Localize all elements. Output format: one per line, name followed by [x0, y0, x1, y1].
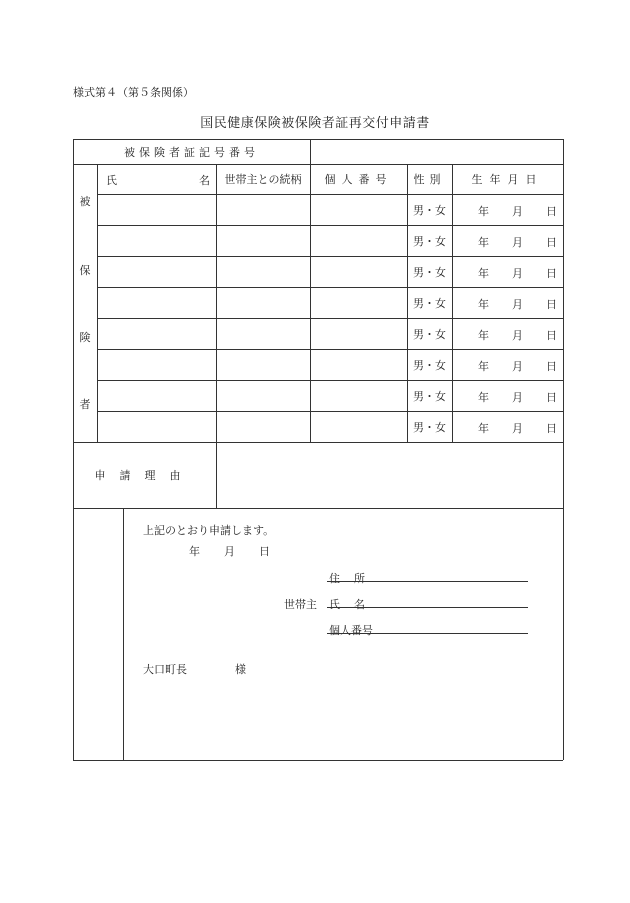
header-sex: 性別	[413, 173, 446, 186]
header-birth-date: 生年月日	[471, 173, 544, 186]
page-title: 国民健康保険被保険者証再交付申請書	[200, 116, 430, 131]
name-field[interactable]	[98, 257, 216, 287]
birth-year: 年	[478, 422, 489, 435]
relation-field[interactable]	[217, 319, 310, 349]
sex-field[interactable]: 男・女	[413, 420, 446, 434]
name-field[interactable]	[98, 195, 216, 225]
name-field[interactable]	[98, 288, 216, 318]
application-reason-label: 申請理由	[94, 469, 195, 482]
birth-year: 年	[478, 267, 489, 280]
relation-field[interactable]	[217, 412, 310, 442]
addressee-honorific: 様	[235, 663, 246, 676]
date-month: 月	[224, 545, 235, 558]
birth-month: 月	[512, 205, 523, 218]
birth-day: 日	[546, 391, 557, 404]
sex-field[interactable]: 男・女	[413, 296, 446, 310]
name-field[interactable]	[98, 412, 216, 442]
birth-month: 月	[512, 329, 523, 342]
name-field[interactable]	[98, 319, 216, 349]
birth-day: 日	[546, 205, 557, 218]
relation-field[interactable]	[217, 226, 310, 256]
date-day: 日	[259, 545, 270, 558]
relation-field[interactable]	[217, 195, 310, 225]
sex-field[interactable]: 男・女	[413, 234, 446, 248]
form-number: 様式第４（第５条関係）	[73, 86, 194, 99]
insured-label-char-3: 険	[79, 331, 91, 344]
insured-label-char-1: 被	[79, 195, 91, 208]
relation-field[interactable]	[217, 288, 310, 318]
sex-field[interactable]: 男・女	[413, 265, 446, 279]
birth-year: 年	[478, 205, 489, 218]
relation-field[interactable]	[217, 257, 310, 287]
household-head-label: 世帯主	[284, 598, 317, 611]
personal-number-field[interactable]	[311, 319, 407, 349]
birth-year: 年	[478, 298, 489, 311]
address-label: 住所	[329, 572, 379, 585]
birth-year: 年	[478, 329, 489, 342]
sex-field[interactable]: 男・女	[413, 389, 446, 403]
personal-number-field[interactable]	[311, 350, 407, 380]
header-name-right: 名	[199, 174, 210, 187]
relation-field[interactable]	[217, 381, 310, 411]
name-line[interactable]	[327, 607, 528, 608]
birth-day: 日	[546, 267, 557, 280]
sex-field[interactable]: 男・女	[413, 358, 446, 372]
birth-day: 日	[546, 298, 557, 311]
birth-day: 日	[546, 236, 557, 249]
name-label: 氏名	[329, 598, 379, 611]
birth-month: 月	[512, 391, 523, 404]
header-personal-number: 個人番号	[324, 173, 393, 186]
personal-number-field[interactable]	[311, 412, 407, 442]
sex-field[interactable]: 男・女	[413, 203, 446, 217]
personal-number-line[interactable]	[327, 633, 528, 634]
personal-number-field[interactable]	[311, 381, 407, 411]
personal-number-field[interactable]	[311, 257, 407, 287]
personal-number-field[interactable]	[311, 288, 407, 318]
name-field[interactable]	[98, 226, 216, 256]
declaration-statement: 上記のとおり申請します。	[143, 524, 275, 537]
name-field[interactable]	[98, 381, 216, 411]
personal-number-label: 個人番号	[329, 624, 373, 637]
birth-day: 日	[546, 422, 557, 435]
birth-day: 日	[546, 360, 557, 373]
birth-month: 月	[512, 236, 523, 249]
insurance-card-number-label: 被保険者証記号番号	[124, 145, 259, 159]
relation-field[interactable]	[217, 350, 310, 380]
address-line[interactable]	[327, 581, 528, 582]
personal-number-field[interactable]	[311, 195, 407, 225]
birth-month: 月	[512, 298, 523, 311]
insurance-card-number-field[interactable]	[311, 140, 563, 164]
sex-field[interactable]: 男・女	[413, 327, 446, 341]
date-year: 年	[189, 545, 200, 558]
name-field[interactable]	[98, 350, 216, 380]
birth-month: 月	[512, 267, 523, 280]
birth-year: 年	[478, 236, 489, 249]
birth-month: 月	[512, 422, 523, 435]
header-relation: 世帯主との続柄	[224, 173, 302, 186]
header-name-left: 氏	[106, 174, 117, 187]
birth-day: 日	[546, 329, 557, 342]
insured-label-char-4: 者	[79, 398, 91, 411]
application-reason-field[interactable]	[217, 443, 563, 508]
birth-year: 年	[478, 360, 489, 373]
addressee-town: 大口町長	[143, 663, 187, 676]
birth-month: 月	[512, 360, 523, 373]
insured-label-char-2: 保	[79, 264, 91, 277]
personal-number-field[interactable]	[311, 226, 407, 256]
birth-year: 年	[478, 391, 489, 404]
